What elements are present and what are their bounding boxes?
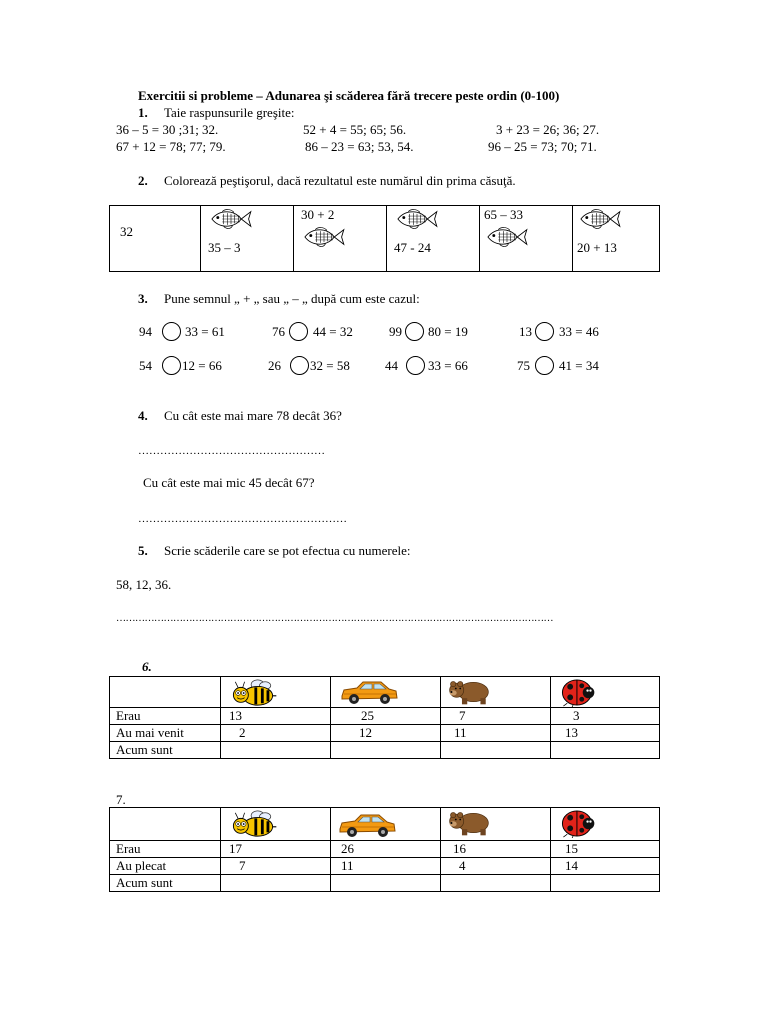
ex5-prompt: Scrie scăderile care se pot efectua cu numerele: — [164, 543, 411, 558]
ladybug-icon — [555, 809, 595, 838]
ex4-question-2: Cu cât este mai mic 45 decât 67? — [143, 475, 315, 490]
answer-cell[interactable] — [221, 742, 331, 759]
table-cell: 12 — [331, 725, 441, 742]
ex1-line: 86 – 23 = 63; 53, 54. — [305, 139, 414, 154]
fish-icon[interactable] — [208, 208, 254, 230]
answer-cell[interactable] — [331, 875, 441, 892]
ex1-line: 3 + 23 = 26; 36; 27. — [496, 122, 600, 137]
sign-eq-a: 26 — [268, 358, 281, 373]
answer-cell[interactable] — [221, 875, 331, 892]
row-label: Au mai venit — [110, 725, 221, 742]
table-cell: 11 — [331, 858, 441, 875]
fish-cell[interactable] — [201, 206, 294, 272]
table-cell: 3 — [551, 708, 660, 725]
fish-table — [109, 205, 660, 272]
fish-expression: 35 – 3 — [208, 240, 241, 255]
fish-icon[interactable] — [394, 208, 440, 230]
fish-cell[interactable] — [387, 206, 480, 272]
row-label: Au plecat — [110, 858, 221, 875]
fish-cell[interactable] — [480, 206, 573, 272]
sign-eq-b: 33 = 61 — [185, 324, 225, 339]
sign-eq-b: 41 = 34 — [559, 358, 599, 373]
table-cell: 13 — [221, 708, 331, 725]
sign-eq-a: 75 — [517, 358, 530, 373]
row-label: Acum sunt — [110, 742, 221, 759]
ex1-prompt: Taie raspunsurile greşite: — [164, 105, 295, 120]
table-cell: 11 — [441, 725, 551, 742]
bee-icon — [229, 810, 277, 838]
bee-header — [221, 677, 331, 708]
sign-eq-b: 33 = 46 — [559, 324, 599, 339]
table-cell: 2 — [221, 725, 331, 742]
page-title: Exercitii si probleme – Adunarea şi scăderea fără trecere peste ordin (0-100) — [138, 88, 560, 103]
row-label: Erau — [110, 708, 221, 725]
sign-eq-a: 94 — [139, 324, 152, 339]
sign-eq-a: 44 — [385, 358, 398, 373]
table-cell: 25 — [331, 708, 441, 725]
fish-expression: 30 + 2 — [301, 207, 335, 222]
table-cell: 17 — [221, 841, 331, 858]
ladybug-header — [551, 677, 660, 708]
answer-cell[interactable] — [441, 742, 551, 759]
table-cell: 26 — [331, 841, 441, 858]
sign-eq-a: 76 — [272, 324, 285, 339]
fish-expression: 20 + 13 — [577, 240, 617, 255]
header-empty-cell — [110, 677, 221, 708]
fish-cell[interactable] — [294, 206, 387, 272]
fish-icon[interactable] — [484, 226, 530, 248]
ex1-line: 96 – 25 = 73; 70; 71. — [488, 139, 597, 154]
table-cell: 16 — [441, 841, 551, 858]
sign-circle[interactable] — [162, 322, 181, 341]
ex3-prompt: Pune semnul „ + „ sau „ – „ după cum este cazul: — [164, 291, 420, 306]
answer-cell[interactable] — [441, 875, 551, 892]
car-header — [331, 808, 441, 841]
sign-circle[interactable] — [535, 322, 554, 341]
car-icon — [337, 679, 401, 705]
sign-circle[interactable] — [405, 322, 424, 341]
table-cell: 4 — [441, 858, 551, 875]
answer-line-3[interactable]: ………………………………………………………………………………………………………………………… — [116, 613, 553, 624]
ex2-prompt: Colorează peştişorul, dacă rezultatul este numărul din prima căsuţă. — [164, 173, 516, 188]
sign-eq-b: 44 = 32 — [313, 324, 353, 339]
fish-icon[interactable] — [301, 226, 347, 248]
sign-eq-a: 13 — [519, 324, 532, 339]
ex4-question-1: Cu cât este mai mare 78 decât 36? — [164, 408, 342, 423]
sign-eq-b: 33 = 66 — [428, 358, 468, 373]
fish-icon[interactable] — [577, 208, 623, 230]
ex3-number: 3. — [138, 291, 148, 306]
table-cell: 7 — [441, 708, 551, 725]
fish-expression: 65 – 33 — [484, 207, 523, 222]
bear-header — [441, 677, 551, 708]
bee-icon — [229, 679, 277, 707]
ex7-number: 7. — [116, 792, 126, 807]
table-cell: 15 — [551, 841, 660, 858]
ex5-number: 5. — [138, 543, 148, 558]
table-cell: 13 — [551, 725, 660, 742]
sign-eq-b: 80 = 19 — [428, 324, 468, 339]
sign-eq-b: 32 = 58 — [310, 358, 350, 373]
row-label: Erau — [110, 841, 221, 858]
sign-circle[interactable] — [290, 356, 309, 375]
sign-eq-a: 99 — [389, 324, 402, 339]
answer-cell[interactable] — [551, 742, 660, 759]
sign-circle[interactable] — [289, 322, 308, 341]
ex5-numbers: 58, 12, 36. — [116, 577, 172, 592]
ladybug-header — [551, 808, 660, 841]
sign-eq-b: 12 = 66 — [182, 358, 222, 373]
ex1-number: 1. — [138, 105, 148, 120]
sign-eq-a: 54 — [139, 358, 152, 373]
table-cell: 14 — [551, 858, 660, 875]
ex4-number: 4. — [138, 408, 148, 423]
bear-icon — [447, 809, 491, 837]
sign-circle[interactable] — [535, 356, 554, 375]
car-header — [331, 677, 441, 708]
answer-line-2[interactable]: ………………………………………………… — [138, 513, 347, 525]
ex1-line: 36 – 5 = 30 ;31; 32. — [116, 122, 219, 137]
target-number-cell — [110, 206, 201, 272]
answer-cell[interactable] — [551, 875, 660, 892]
table-cell: 7 — [221, 858, 331, 875]
ex6-table — [109, 676, 660, 759]
bee-header — [221, 808, 331, 841]
ladybug-icon — [555, 678, 595, 707]
fish-cell[interactable] — [573, 206, 660, 272]
sign-circle[interactable] — [162, 356, 181, 375]
ex1-line: 52 + 4 = 55; 65; 56. — [303, 122, 407, 137]
sign-circle[interactable] — [406, 356, 425, 375]
bear-header — [441, 808, 551, 841]
ex7-table — [109, 807, 660, 892]
ex6-number: 6. — [142, 659, 152, 674]
header-empty-cell — [110, 808, 221, 841]
answer-line-1[interactable]: …………………………………………… — [138, 445, 325, 457]
ex2-number: 2. — [138, 173, 148, 188]
car-icon — [335, 812, 399, 838]
ex1-line: 67 + 12 = 78; 77; 79. — [116, 139, 226, 154]
row-label: Acum sunt — [110, 875, 221, 892]
target-number: 32 — [120, 224, 133, 239]
bear-icon — [447, 678, 491, 706]
answer-cell[interactable] — [331, 742, 441, 759]
fish-expression: 47 - 24 — [394, 240, 431, 255]
